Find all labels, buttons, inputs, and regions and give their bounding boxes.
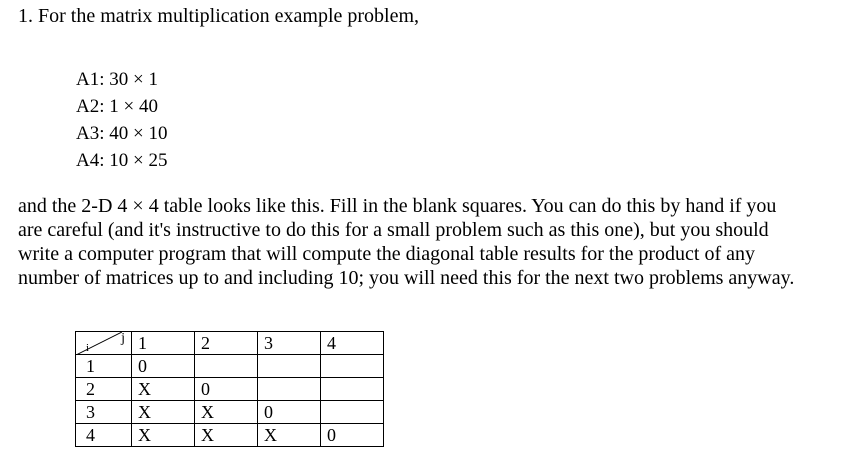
table-cell: 0 xyxy=(258,401,321,424)
problem-heading: 1. For the matrix multiplication example problem, xyxy=(18,5,420,27)
blank-cell[interactable] xyxy=(195,355,258,378)
blank-cell[interactable] xyxy=(321,355,384,378)
blank-cell[interactable] xyxy=(258,355,321,378)
paragraph-line: number of matrices up to and including 10; you will need this for the next two problems anyway. xyxy=(18,267,795,289)
table-row xyxy=(76,355,384,378)
corner-cell xyxy=(76,332,132,355)
row-header: 2 xyxy=(76,378,132,401)
col-header: 2 xyxy=(195,332,258,355)
table-row xyxy=(76,424,384,447)
instructions-paragraph xyxy=(18,194,818,290)
row-header: 4 xyxy=(76,424,132,447)
paragraph-line: write a computer program that will compute the diagonal table results for the product of any xyxy=(18,243,755,265)
blank-cell[interactable] xyxy=(321,401,384,424)
table-cell: X xyxy=(132,424,195,447)
table-cell: X xyxy=(195,424,258,447)
col-header: 1 xyxy=(132,332,195,355)
table-cell: 0 xyxy=(321,424,384,447)
table-cell: X xyxy=(258,424,321,447)
dp-table xyxy=(75,331,384,447)
table-row xyxy=(76,378,384,401)
matrix-a4-dimension: A4: 10 × 25 xyxy=(76,150,168,171)
table-cell: X xyxy=(132,378,195,401)
matrix-a3-dimension: A3: 40 × 10 xyxy=(76,123,168,144)
paragraph-line: are careful (and it's instructive to do this for a small problem such as this one), but you should xyxy=(18,219,769,241)
table-row xyxy=(76,401,384,424)
table-cell: X xyxy=(195,401,258,424)
col-header: 4 xyxy=(321,332,384,355)
table-cell: X xyxy=(132,401,195,424)
col-header: 3 xyxy=(258,332,321,355)
row-header: 1 xyxy=(76,355,132,378)
col-axis-label: j xyxy=(121,331,125,346)
matrix-dimension-list xyxy=(76,66,167,174)
blank-cell[interactable] xyxy=(321,378,384,401)
row-axis-label: i xyxy=(86,342,90,354)
matrix-a1-dimension: A1: 30 × 1 xyxy=(76,69,158,90)
row-header: 3 xyxy=(76,401,132,424)
table-cell: 0 xyxy=(132,355,195,378)
table-cell: 0 xyxy=(195,378,258,401)
blank-cell[interactable] xyxy=(258,378,321,401)
table-header-row xyxy=(76,332,384,355)
matrix-a2-dimension: A2: 1 × 40 xyxy=(76,96,158,117)
diagonal-divider xyxy=(76,332,122,355)
paragraph-line: and the 2-D 4 × 4 table looks like this. Fill in the blank squares. You can do this by hand if you xyxy=(18,195,777,217)
